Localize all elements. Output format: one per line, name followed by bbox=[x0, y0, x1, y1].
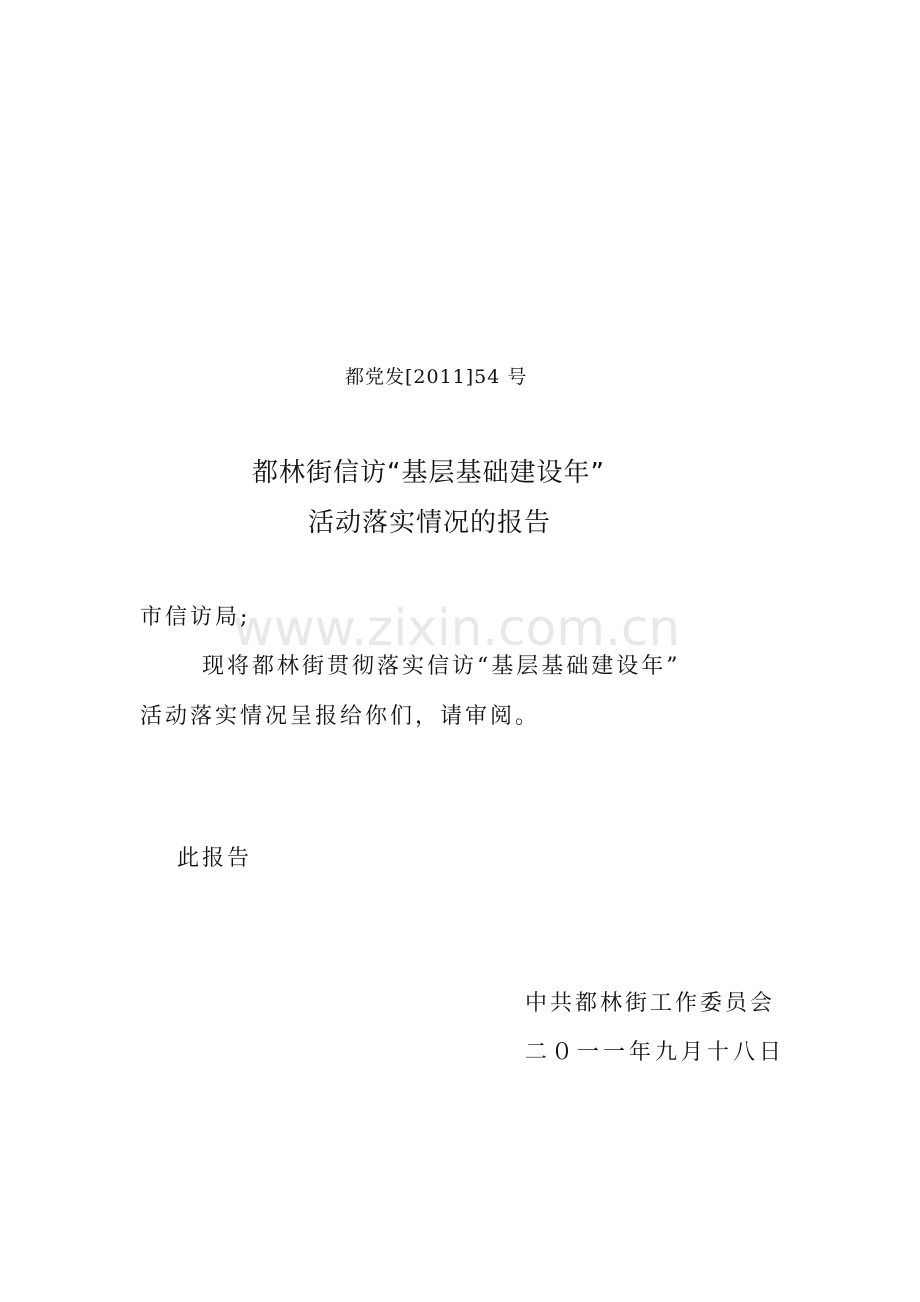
document-title-line-1: 都林街信访“基层基础建设年” bbox=[252, 458, 605, 488]
salutation: 市信访局; bbox=[140, 605, 251, 630]
document-title-line-2: 活动落实情况的报告 bbox=[308, 508, 552, 538]
closing-phrase: 此报告 bbox=[177, 846, 253, 871]
document-date: 二０一一年九月十八日 bbox=[525, 1040, 786, 1065]
signer-organization: 中共都林街工作委员会 bbox=[525, 991, 776, 1016]
document-number: 都党发[2011]54 号 bbox=[345, 366, 528, 388]
body-paragraph-line-2: 活动落实情况呈报给你们，请审阅。 bbox=[140, 704, 541, 729]
watermark-text: www.zixin.com.cn bbox=[233, 599, 681, 657]
body-paragraph-line-1: 现将都林街贯彻落实信访“基层基础建设年” bbox=[202, 654, 681, 679]
